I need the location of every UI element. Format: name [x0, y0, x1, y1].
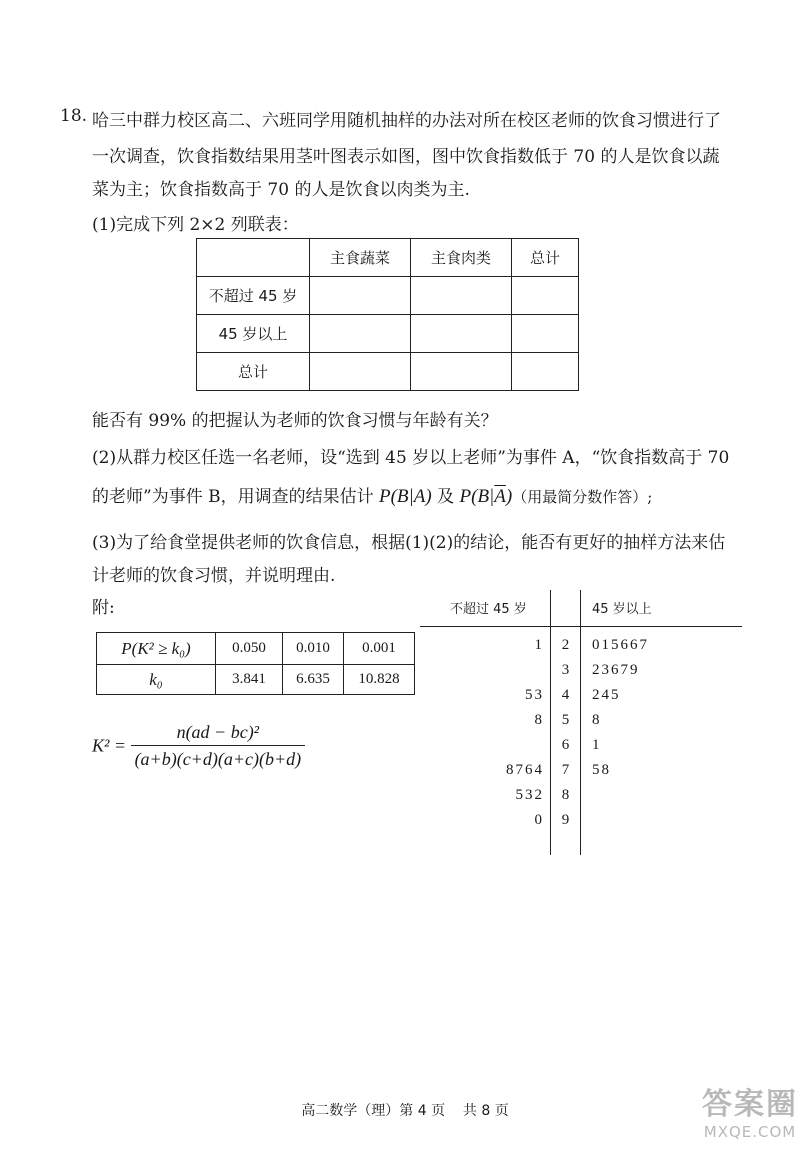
row-label-total: 总计: [197, 353, 310, 391]
stem-leaf-right-divider: [580, 590, 581, 855]
stem-leaf-right-leaves: 015667: [592, 637, 649, 653]
stem-leaf-stem: 2: [561, 637, 570, 653]
stem-leaf-left-leaves: 8764: [506, 762, 544, 778]
stem-leaf-horizontal-rule: [420, 626, 742, 627]
stem-leaf-stem: 4: [561, 687, 570, 703]
p-label: P(K² ≥ k₀): [97, 633, 216, 665]
table-cell: [310, 353, 411, 391]
p-value: 0.001: [344, 633, 415, 665]
part-2-line-2: [92, 482, 652, 508]
k-critical-table: [96, 632, 415, 695]
k-value: 3.841: [216, 665, 283, 695]
stem-leaf-left-leaves: [420, 733, 544, 758]
part-3-line-2: 计老师的饮食习惯，并说明理由.: [92, 566, 336, 586]
stem-leaf-right-leaves: 23679: [592, 662, 640, 678]
stem-leaf-right-header: 45 岁以上: [592, 602, 652, 617]
k-value: 10.828: [344, 665, 415, 695]
stem-leaf-stem: 9: [561, 812, 570, 828]
stem-leaf-stem: 7: [561, 762, 570, 778]
watermark-logo-text: 答案圈: [702, 1087, 798, 1122]
table-cell: [411, 277, 512, 315]
row-label-over-45: 45 岁以上: [197, 315, 310, 353]
stem-leaf-stem: 6: [561, 737, 570, 753]
k0-label: k₀: [97, 665, 216, 695]
stem-leaf-left-leaves: 1: [534, 637, 544, 653]
question-intro-line-3: 菜为主；饮食指数高于 70 的人是饮食以肉类为主.: [92, 180, 470, 200]
k-squared-formula: [92, 722, 305, 770]
part-2-and: 及: [431, 487, 460, 507]
table-corner-cell: [197, 239, 310, 277]
stem-leaf-left-header: 不超过 45 岁: [450, 602, 527, 617]
row-label-under-45: 不超过 45 岁: [197, 277, 310, 315]
part-2-line-1: (2)从群力校区任选一名老师，设“选到 45 岁以上老师”为事件 A，“饮食指数高于 70: [92, 448, 730, 468]
part-2-text: 的老师”为事件 B，用调查的结果估计: [92, 487, 379, 507]
stem-leaf-left-leaves: 8: [534, 712, 544, 728]
prob-b-prefix: P(B|: [459, 486, 495, 507]
formula-fraction: [131, 722, 306, 770]
table-cell: [512, 353, 579, 391]
stem-leaf-left-leaves: [420, 658, 544, 683]
part-1-prompt: (1)完成下列 2×2 列联表：: [92, 215, 299, 235]
header-vegetable-diet: 主食蔬菜: [310, 239, 411, 277]
formula-numerator: n(ad − bc)²: [131, 722, 306, 746]
stem-leaf-right-leaves: 1: [592, 737, 602, 753]
stem-leaf-stem: 5: [561, 712, 570, 728]
stem-leaf-right-leaves: [592, 783, 732, 808]
part-1-question: 能否有 99% 的把握认为老师的饮食习惯与年龄有关？: [92, 411, 498, 431]
question-intro-line-1: 哈三中群力校区高二、六班同学用随机抽样的办法对所在校区老师的饮食习惯进行了: [92, 111, 721, 131]
event-a-complement: $\overline{A}$: [494, 486, 506, 507]
prob-b-given-a: P(B|A): [379, 486, 432, 507]
prob-b-given-not-a: [460, 486, 513, 507]
p-value: 0.050: [216, 633, 283, 665]
stem-leaf-left-leaves: 532: [515, 787, 544, 803]
formula-denominator: (a+b)(c+d)(a+c)(b+d): [134, 749, 302, 769]
appendix-label: 附:: [92, 598, 115, 618]
table-cell: [411, 315, 512, 353]
watermark-url: MXQE.COM: [703, 1123, 797, 1141]
contingency-table: [196, 238, 579, 391]
header-total: 总计: [512, 239, 579, 277]
page-footer: 高二数学（理）第 4 页 共 8 页: [301, 1103, 509, 1119]
table-cell: [512, 277, 579, 315]
stem-leaf-stem: 3: [561, 662, 570, 678]
table-cell: [512, 315, 579, 353]
prob-close: ): [505, 486, 513, 507]
stem-leaf-left-leaves: 0: [534, 812, 544, 828]
table-cell: [310, 315, 411, 353]
stem-leaf-stem: 8: [561, 787, 570, 803]
question-intro-line-2: 一次调查，饮食指数结果用茎叶图表示如图，图中饮食指数低于 70 的人是饮食以蔬: [92, 147, 720, 167]
table-cell: [310, 277, 411, 315]
p-value: 0.010: [283, 633, 344, 665]
part-2-tail: （用最简分数作答）;: [512, 488, 653, 506]
k-value: 6.635: [283, 665, 344, 695]
stem-leaf-left-leaves: 53: [525, 687, 544, 703]
site-watermark: [702, 1079, 798, 1141]
stem-leaf-plot: [420, 590, 742, 860]
question-number: 18.: [60, 106, 88, 126]
stem-leaf-right-leaves: 58: [592, 762, 611, 778]
table-cell: [411, 353, 512, 391]
formula-lhs: K² =: [92, 735, 127, 756]
stem-leaf-right-leaves: [592, 808, 732, 833]
part-3-line-1: (3)为了给食堂提供老师的饮食信息，根据(1)(2)的结论，能否有更好的抽样方法来估: [92, 533, 726, 553]
header-meat-diet: 主食肉类: [411, 239, 512, 277]
stem-leaf-right-leaves: 8: [592, 712, 602, 728]
stem-leaf-right-leaves: 245: [592, 687, 621, 703]
